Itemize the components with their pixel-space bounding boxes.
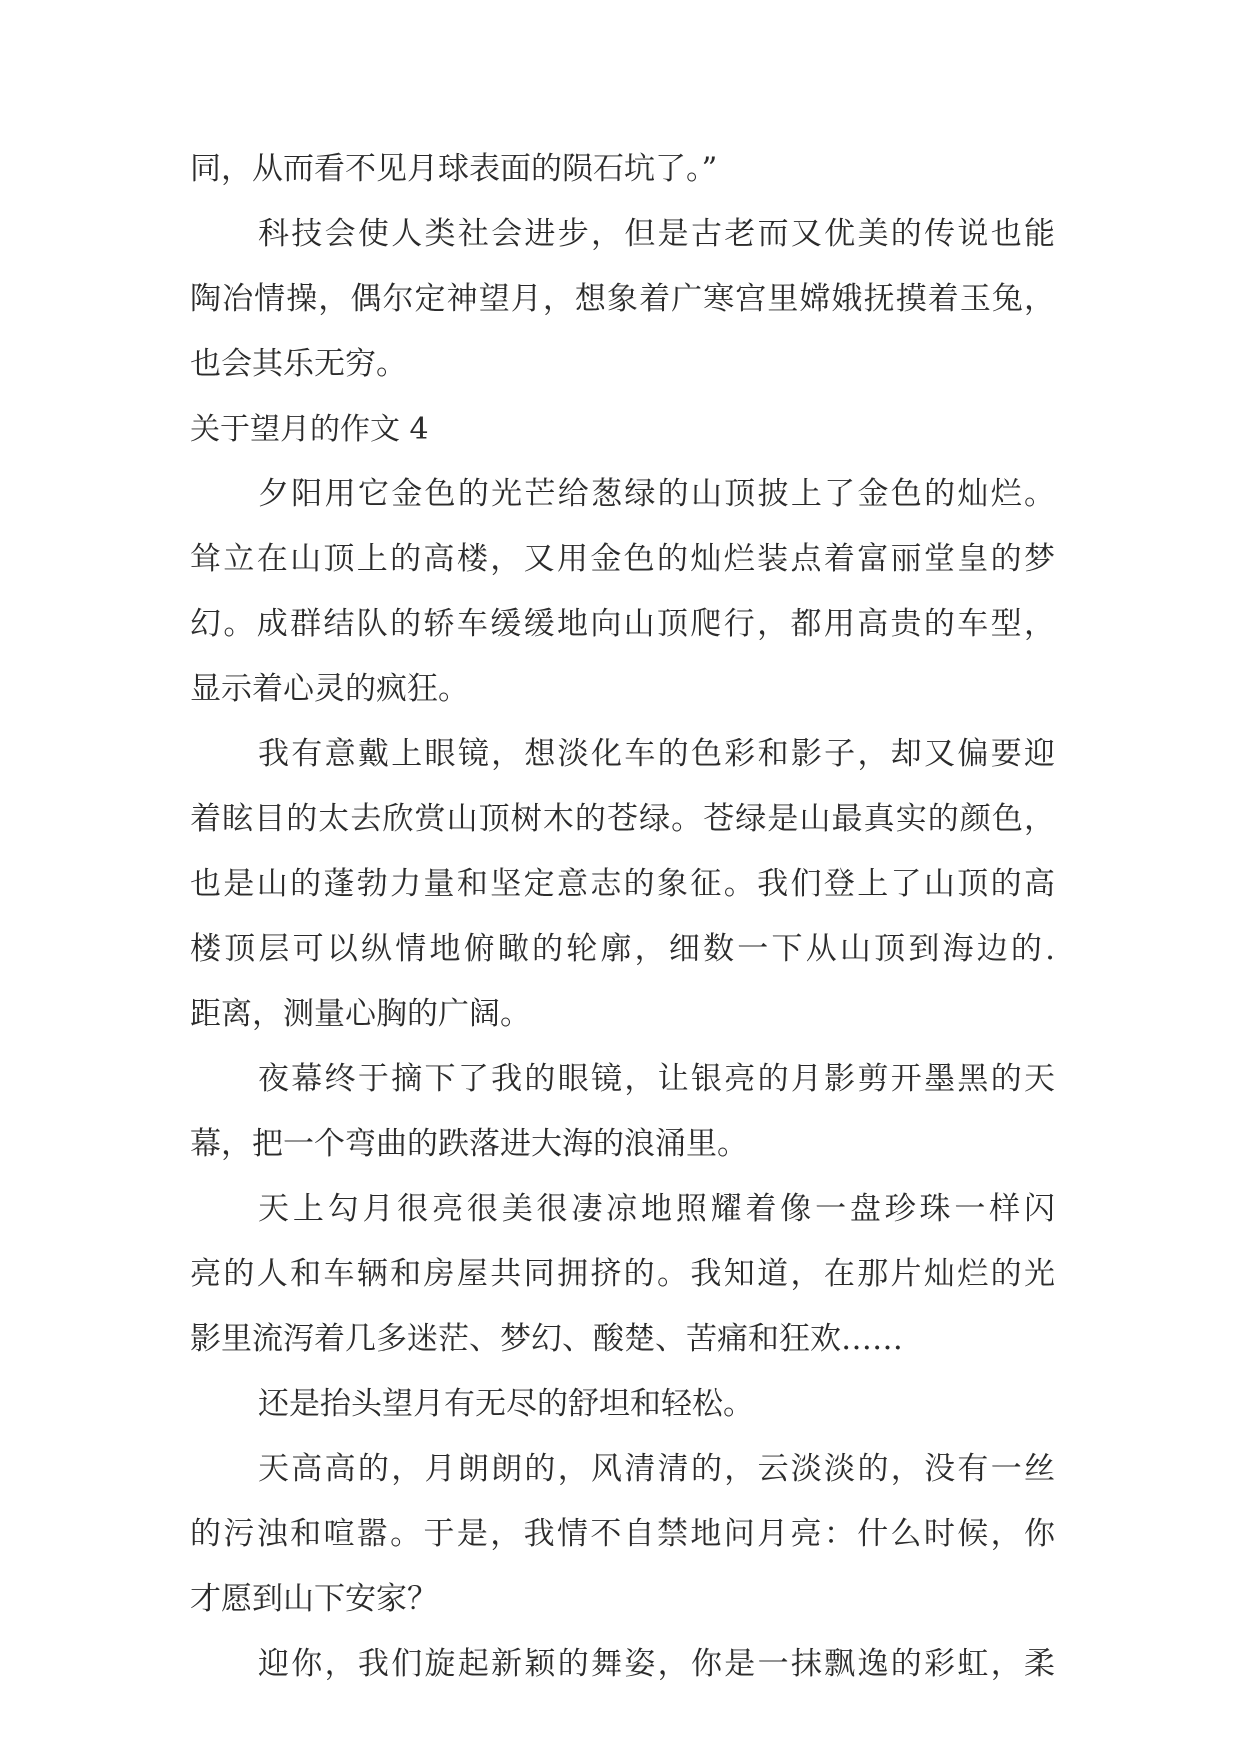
paragraph: [190, 1047, 1055, 1177]
text-line: 楼顶层可以纵情地俯瞰的轮廓，细数一下从山顶到海边的.: [190, 931, 1055, 967]
text-line: 科技会使人类社会进步，但是古老而又优美的传说也能: [258, 216, 1055, 252]
paragraph: [190, 1437, 1055, 1632]
text-line: 亮的人和车辆和房屋共同拥挤的。我知道，在那片灿烂的光: [190, 1256, 1055, 1292]
text-line: 天高高的，月朗朗的，风清清的，云淡淡的，没有一丝: [258, 1451, 1055, 1487]
paragraph: [190, 1372, 1055, 1437]
text-line: 夕阳用它金色的光芒给葱绿的山顶披上了金色的灿烂。: [258, 476, 1055, 512]
text-line: 陶冶情操，偶尔定神望月，想象着广寒宫里嫦娥抚摸着玉兔，: [190, 281, 1055, 317]
paragraph: [190, 137, 1055, 202]
text-line: 也是山的蓬勃力量和坚定意志的象征。我们登上了山顶的高: [190, 866, 1055, 902]
paragraph: [190, 722, 1055, 1047]
text-line: 才愿到山下安家？: [190, 1581, 438, 1617]
text-line: 还是抬头望月有无尽的舒坦和轻松。: [258, 1386, 754, 1422]
text-line: 我有意戴上眼镜，想淡化车的色彩和影子，却又偏要迎: [258, 736, 1055, 772]
text-line: 迎你，我们旋起新颖的舞姿，你是一抹飘逸的彩虹，柔: [258, 1646, 1055, 1682]
text-line: 也会其乐无穷。: [190, 346, 407, 382]
paragraph: [190, 462, 1055, 722]
text-line: 同，从而看不见月球表面的陨石坑了。”: [190, 151, 718, 187]
text-line: 耸立在山顶上的高楼，又用金色的灿烂装点着富丽堂皇的梦: [190, 541, 1055, 577]
text-line: 着眩目的太去欣赏山顶树木的苍绿。苍绿是山最真实的颜色，: [190, 801, 1055, 837]
text-line: 夜幕终于摘下了我的眼镜，让银亮的月影剪开墨黑的天: [258, 1061, 1055, 1097]
paragraph: [190, 1177, 1055, 1372]
text-line: 影里流泻着几多迷茫、梦幻、酸楚、苦痛和狂欢……: [190, 1321, 903, 1357]
document-body: [190, 137, 1055, 1697]
text-line: 显示着心灵的疯狂。: [190, 671, 469, 707]
text-line: 天上勾月很亮很美很凄凉地照耀着像一盘珍珠一样闪: [258, 1191, 1055, 1227]
text-line: 幻。成群结队的轿车缓缓地向山顶爬行，都用高贵的车型，: [190, 606, 1055, 642]
essay-title: 关于望月的作文 4: [190, 412, 429, 447]
text-line: 的污浊和喧嚣。于是，我情不自禁地问月亮：什么时候，你: [190, 1516, 1055, 1552]
paragraph: [190, 1632, 1055, 1697]
text-line: 幕，把一个弯曲的跌落进大海的浪涌里。: [190, 1126, 748, 1162]
paragraph: [190, 202, 1055, 397]
text-line: 距离，测量心胸的广阔。: [190, 996, 531, 1032]
